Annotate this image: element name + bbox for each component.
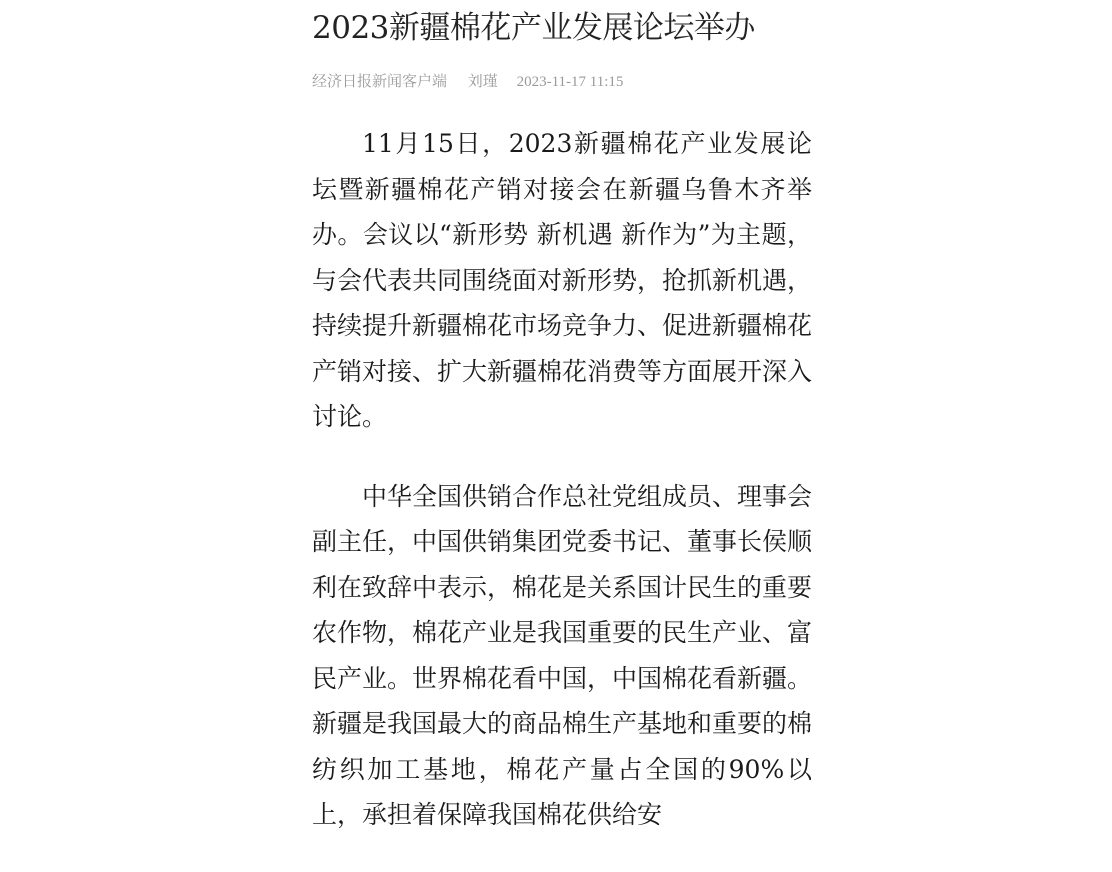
article-source: 经济日报新闻客户端 xyxy=(312,72,448,90)
article xyxy=(312,0,812,872)
article-meta xyxy=(312,72,812,91)
article-body xyxy=(312,121,812,838)
article-time: 2023-11-17 11:15 xyxy=(516,74,624,90)
article-paragraph: 中华全国供销合作总社党组成员、理事会副主任，中国供销集团党委书记、董事长侯顺利在致辞中表示，棉花是关系国计民生的重要农作物，棉花产业是我国重要的民生产业、富民产业。世界棉花看中国，中国棉花看新疆。新疆是我国最大的商品棉生产基地和重要的棉纺织加工基地，棉花产量占全国的90%以上，承担着保障我国棉花供给安 xyxy=(312,481,813,829)
article-title: 2023新疆棉花产业发展论坛举办 xyxy=(312,10,755,46)
article-paragraph: 11月15日，2023新疆棉花产业发展论坛暨新疆棉花产销对接会在新疆乌鲁木齐举办。会议以“新形势 新机遇 新作为”为主题，与会代表共同围绕面对新形势，抢抓新机遇，持续提升新疆棉花市场竞争力、促进新疆棉花产销对接、扩大新疆棉花消费等方面展开深入讨论。 xyxy=(312,129,813,431)
article-author: 刘瑾 xyxy=(467,72,498,90)
